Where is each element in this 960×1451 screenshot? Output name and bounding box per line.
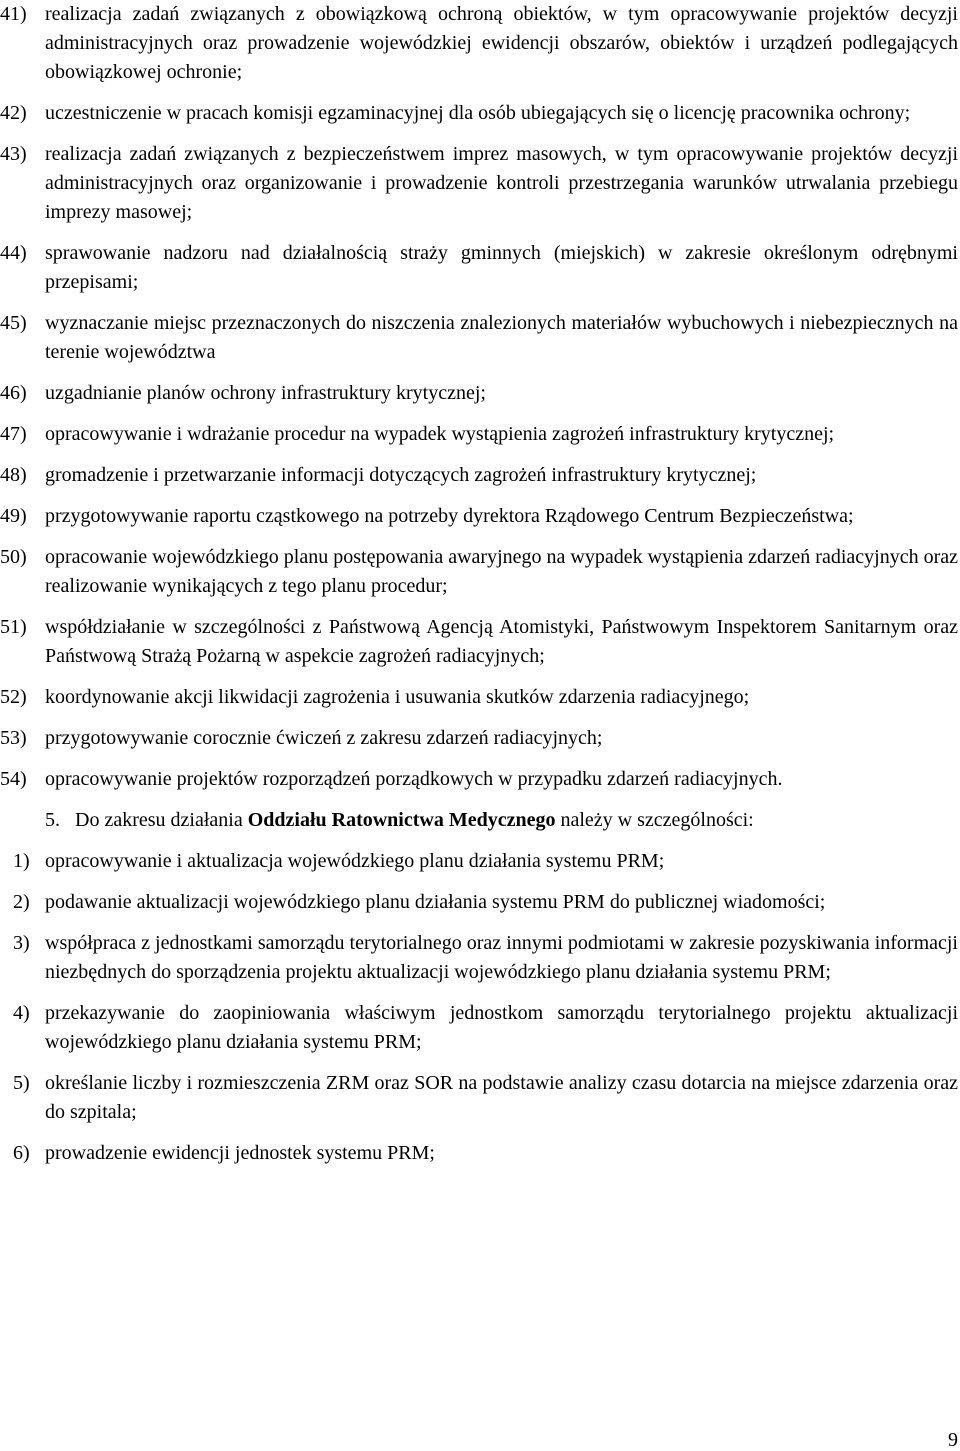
section-heading-department: Oddziału Ratownictwa Medycznego [247, 809, 556, 831]
item-text: realizacja zadań związanych z bezpieczeństwem imprez masowych, w tym opracowywanie projektów decyzji administracyjnych oraz organizowanie i prowadzenie kontroli przestrzegania warunków utrwalania przebiegu imprezy masowej; [45, 143, 958, 223]
list-item-45 [0, 309, 960, 367]
page-number: 9 [948, 1429, 958, 1451]
list-item-42 [0, 99, 960, 128]
section-heading-prefix: Do zakresu działania [75, 809, 248, 831]
item-text: uzgadnianie planów ochrony infrastruktury krytycznej; [45, 382, 486, 404]
item-number: 50) [0, 546, 27, 568]
item-text: sprawowanie nadzoru nad działalnością straży gminnych (miejskich) w zakresie określonym odrębnymi przepisami; [45, 242, 958, 293]
list-item-51 [0, 613, 960, 671]
list-item-47 [0, 420, 960, 449]
item-number: 54) [0, 768, 27, 790]
item-text: podawanie aktualizacji wojewódzkiego planu działania systemu PRM do publicznej wiadomości; [45, 891, 826, 913]
item-text: opracowanie wojewódzkiego planu postępowania awaryjnego na wypadek wystąpienia zdarzeń radiacyjnych oraz realizowanie wynikających z tego planu procedur; [45, 546, 958, 597]
item-text: przygotowywanie raportu cząstkowego na potrzeby dyrektora Rządowego Centrum Bezpieczeństwa; [45, 505, 854, 527]
item-number: 49) [0, 505, 27, 527]
item-text: realizacja zadań związanych z obowiązkową ochroną obiektów, w tym opracowywanie projektów decyzji administracyjnych oraz prowadzenie wojewódzkiej ewidencji obszarów, obiektów i urządzeń podlegających obowiązkowej ochronie; [45, 3, 958, 83]
item-text: współdziałanie w szczególności z Państwową Agencją Atomistyki, Państwowym Inspektorem Sanitarnym oraz Państwową Strażą Pożarną w aspekcie zagrożeń radiacyjnych; [45, 616, 958, 667]
list-item-1 [0, 847, 960, 876]
item-text: współpraca z jednostkami samorządu terytorialnego oraz innymi podmiotami w zakresie pozyskiwania informacji niezbędnych do sporządzenia projektu aktualizacji wojewódzkiego planu działania systemu PRM; [45, 932, 958, 983]
item-number: 53) [0, 727, 27, 749]
item-number: 3) [13, 932, 30, 954]
item-number: 48) [0, 464, 27, 486]
list-item-43 [0, 140, 960, 227]
item-text: gromadzenie i przetwarzanie informacji dotyczących zagrożeń infrastruktury krytycznej; [45, 464, 757, 486]
list-item-6 [0, 1139, 960, 1168]
item-number: 43) [0, 143, 27, 165]
item-number: 5) [13, 1072, 30, 1094]
item-number: 51) [0, 616, 27, 638]
item-number: 45) [0, 312, 27, 334]
list-item-46 [0, 379, 960, 408]
item-text: wyznaczanie miejsc przeznaczonych do niszczenia znalezionych materiałów wybuchowych i niebezpiecznych na terenie województwa [45, 312, 958, 363]
item-number: 44) [0, 242, 27, 264]
item-text: przekazywanie do zaopiniowania właściwym jednostkom samorządu terytorialnego projektu aktualizacji wojewódzkiego planu działania systemu PRM; [45, 1002, 958, 1053]
item-text: określanie liczby i rozmieszczenia ZRM oraz SOR na podstawie analizy czasu dotarcia na miejsce zdarzenia oraz do szpitala; [45, 1072, 958, 1123]
list-item-41 [0, 0, 960, 87]
list-item-44 [0, 239, 960, 297]
item-number: 46) [0, 382, 27, 404]
item-text: uczestniczenie w pracach komisji egzaminacyjnej dla osób ubiegających się o licencję pracownika ochrony; [45, 102, 911, 124]
list-item-2 [0, 888, 960, 917]
section-heading-suffix: należy w szczególności: [555, 809, 754, 831]
item-text: opracowywanie i wdrażanie procedur na wypadek wystąpienia zagrożeń infrastruktury krytycznej; [45, 423, 835, 445]
section-number: 5. [45, 809, 60, 831]
item-text: prowadzenie ewidencji jednostek systemu PRM; [45, 1142, 435, 1164]
item-text: koordynowanie akcji likwidacji zagrożenia i usuwania skutków zdarzenia radiacyjnego; [45, 686, 750, 708]
list-item-5 [0, 1069, 960, 1127]
list-item-52 [0, 683, 960, 712]
item-number: 42) [0, 102, 27, 124]
item-number: 6) [13, 1142, 30, 1164]
list-item-50 [0, 543, 960, 601]
item-number: 4) [13, 1002, 30, 1024]
list-item-3 [0, 929, 960, 987]
item-number: 47) [0, 423, 27, 445]
item-number: 2) [13, 891, 30, 913]
item-number: 41) [0, 3, 27, 25]
list-item-53 [0, 724, 960, 753]
item-text: przygotowywanie corocznie ćwiczeń z zakresu zdarzeń radiacyjnych; [45, 727, 603, 749]
list-item-54 [0, 765, 960, 794]
list-item-48 [0, 461, 960, 490]
item-number: 1) [13, 850, 30, 872]
item-text: opracowywanie i aktualizacja wojewódzkiego planu działania systemu PRM; [45, 850, 665, 872]
list-item-4 [0, 999, 960, 1057]
section-heading [0, 806, 960, 835]
list-item-49 [0, 502, 960, 531]
item-text: opracowywanie projektów rozporządzeń porządkowych w przypadku zdarzeń radiacyjnych. [45, 768, 783, 790]
item-number: 52) [0, 686, 27, 708]
